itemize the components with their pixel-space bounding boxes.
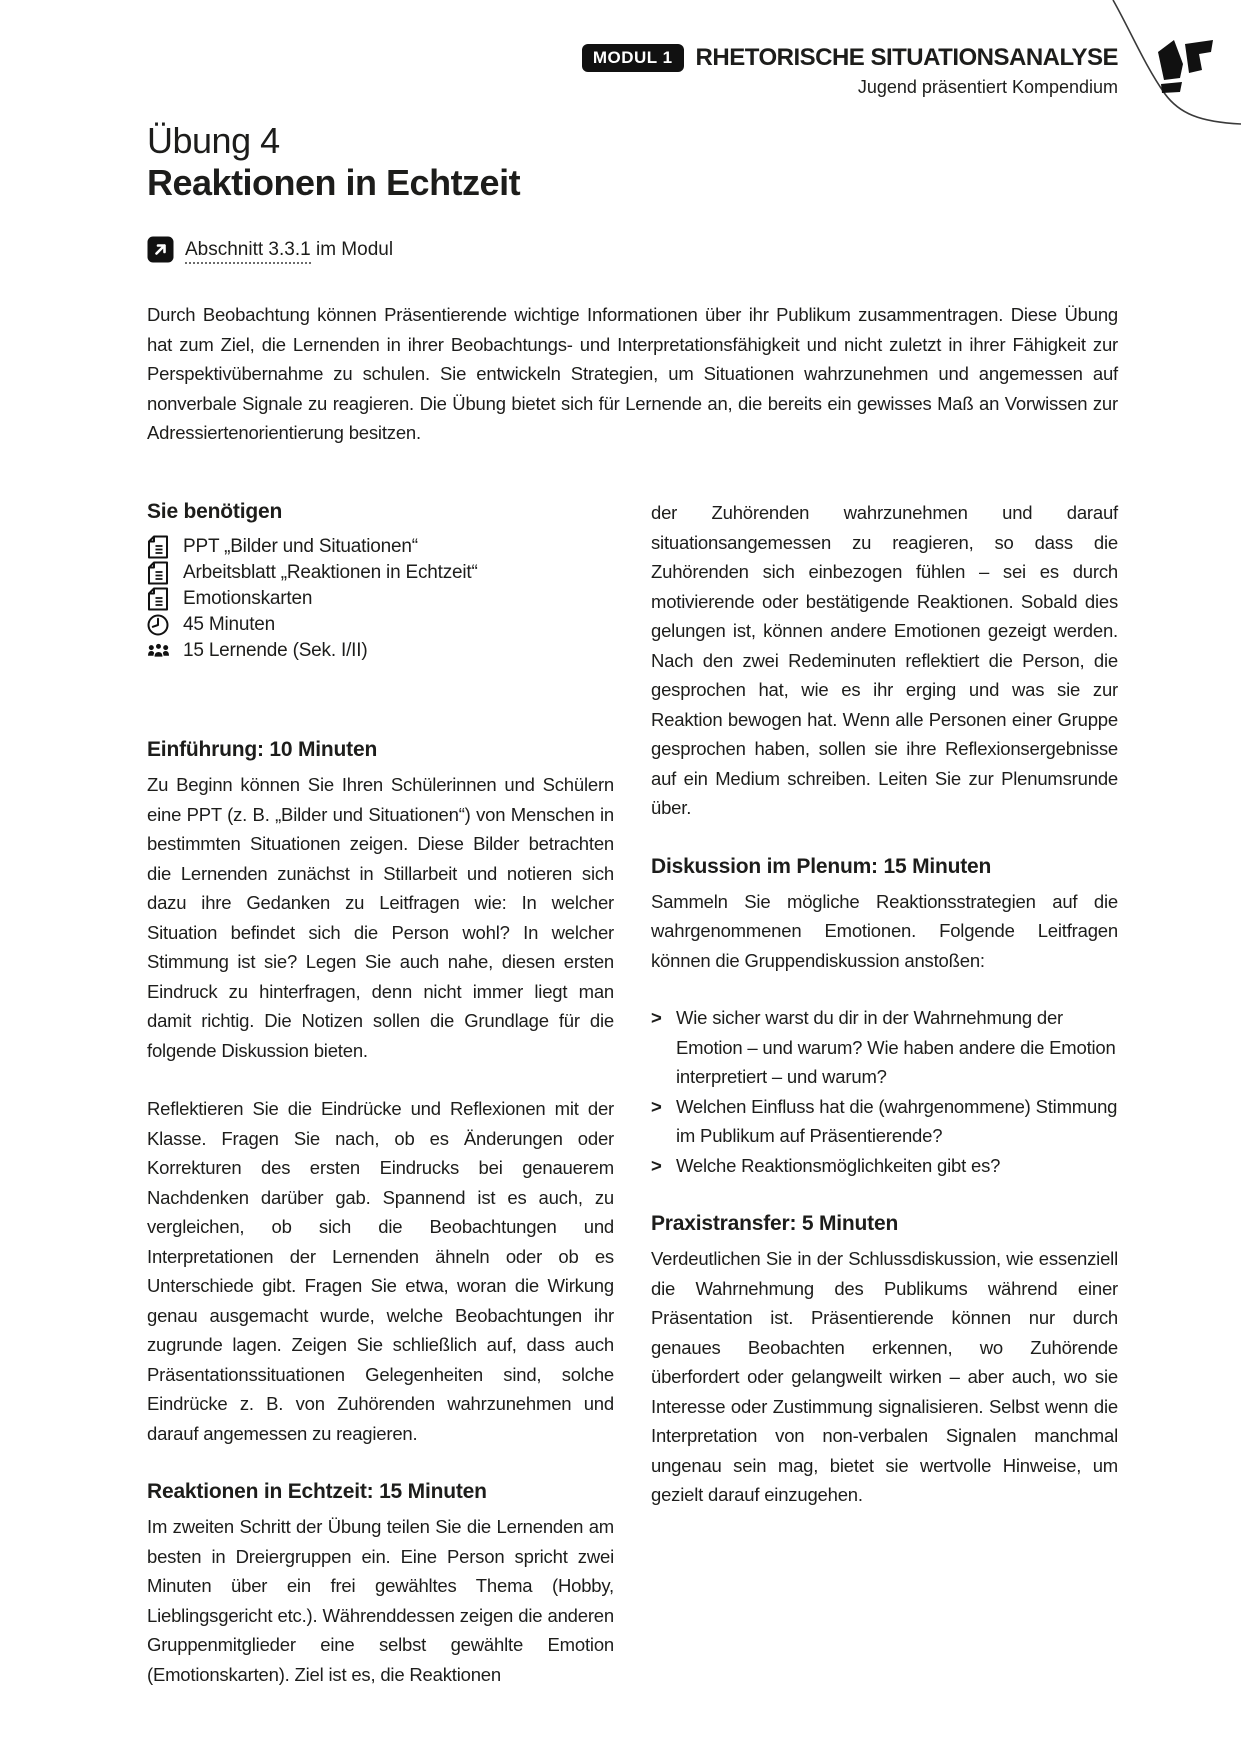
material-label: Emotionskarten [183,588,313,609]
list-item [651,1003,1118,1092]
material-label: PPT „Bilder und Situationen“ [183,536,418,557]
section-link-reference: Abschnitt 3.3.1 [185,239,311,264]
body-paragraph: Im zweiten Schritt der Übung teilen Sie die Lernenden am besten in Dreiergruppen ein. Eine Person spricht zwei Minuten über ein frei gewähltes Thema (Hobby, Lieblingsgericht etc.). Währenddessen zeigen die anderen Gruppenmitglieder eine selbst gewählte Emotion (Emotionskarten). Ziel ist es, die Reaktionen [147,1516,614,1685]
document-icon [147,587,170,611]
material-label: 45 Minuten [183,614,276,635]
list-item [651,1151,1118,1181]
list-item [651,1092,1118,1151]
chevron-bullet-icon: > [651,1095,662,1117]
section-link-text [185,239,393,261]
document-icon [147,561,170,585]
list-item [147,586,614,612]
section-link-suffix: im Modul [310,238,394,260]
body-paragraph: Sammeln Sie mögliche Reaktionsstrategien auf die wahrgenommenen Emotionen. Folgende Leitfragen können die Gruppendiskussion anstoßen: [651,890,1118,971]
section-heading-praxistransfer: Praxistransfer: 5 Minuten [651,1212,899,1235]
exercise-number: Übung 4 [147,120,280,161]
list-item [147,560,614,586]
external-link-icon [147,236,174,263]
bullet-text: Wie sicher warst du dir in der Wahrnehmung der Emotion – und warum? Wie haben andere die Emotion interpretiert – und warum? [676,1007,1116,1087]
materials-list [147,534,614,664]
section-heading-reaktionen: Reaktionen in Echtzeit: 15 Minuten [147,1480,487,1503]
body-paragraph: Verdeutlichen Sie in der Schlussdiskussion, wie essenziell die Wahrnehmung des Publikums während einer Präsentation ist. Präsentierende können nur durch genaues Beobachten erkennen, wo Zuhörende überfordert oder gelangweilt wirken – aber auch, wo sie Interesse oder Zustimmung signalisieren. Selbst wenn die Interpretation von non-verbalen Signalen manchmal ungenau sein mag, bietet sie wertvolle Hinweise, um gezielt darauf einzugehen. [651,1248,1118,1505]
compendium-subtitle: Jugend präsentiert Kompendium [857,77,1118,97]
jugend-praesentiert-logo-icon [1158,40,1213,93]
title-block [147,120,520,204]
content-columns [147,498,1118,1689]
chevron-bullet-icon: > [651,1007,662,1028]
list-item [147,638,614,664]
guiding-questions-list [651,1003,1118,1180]
body-paragraph: Reflektieren Sie die Eindrücke und Reflexionen mit der Klasse. Fragen Sie nach, ob es Änderungen oder Korrekturen des ersten Eindrucks bei genauerem Nachdenken darüber gab. Spannend ist es auch, zu vergleichen, ob sich die Beobachtungen und Interpretationen der Lernenden ähneln oder ob es Unterschiede gibt. Fragen Sie etwa, woran die Wirkung genau ausgemacht wurde, welche Beobachtungen ihr zugrunde lagen. Zeigen Sie schließlich auf, dass auch Präsentationssituationen Gelegenheiten sind, solche Eindrücke z. B. von Zuhörenden wahrzunehmen und darauf angemessen zu reagieren. [147,1098,614,1444]
material-label: 15 Lernende (Sek. I/II) [183,640,368,661]
material-label: Arbeitsblatt „Reaktionen in Echtzeit“ [183,562,478,583]
intro-paragraph: Durch Beobachtung können Präsentierende wichtige Informationen über ihr Publikum zusammentragen. Diese Übung hat zum Ziel, die Lernenden in ihrer Beobachtungs- und Interpretationsfähigkeit und nicht zuletzt in ihrer Fähigkeit zur Perspektivübernahme zu schulen. Sie entwickeln Strategien, um Situationen wahrzunehmen und angemessen auf nonverbale Signale zu reagieren. Die Übung bietet sich für Lernende an, die bereits ein gewisses Maß an Vorwissen zur Adressiertenorientierung besitzen. [147,304,1118,443]
module-title: RHETORISCHE SITUATIONSANALYSE [695,44,1118,71]
section-heading-einfuehrung: Einführung: 10 Minuten [147,738,378,761]
materials-heading: Sie benötigen [147,500,283,523]
right-column [651,498,1118,1689]
people-icon [147,639,170,663]
document-icon [147,535,170,559]
section-link[interactable] [147,236,393,263]
left-column [147,498,614,1689]
list-item [147,612,614,638]
body-paragraph-continuation: der Zuhörenden wahrzunehmen und darauf situationsangemessen zu reagieren, so dass die Zuhörenden sich einbezogen fühlen – sei es durch motivierende oder bestätigende Reaktionen. Sobald dies gelungen ist, können andere Emotionen gezeigt werden. Nach den zwei Redeminuten reflektiert die Person, die gesprochen hat, wie es ihr erging und was sie zur Reaktion bewogen hat. Wenn alle Personen einer Gruppe gesprochen haben, sollen sie ihre Reflexionsergebnisse auf ein Medium schreiben. Leiten Sie zur Plenumsrunde über. [651,502,1118,818]
module-badge: MODUL 1 [582,44,684,71]
clock-icon [147,613,170,637]
page-title: Reaktionen in Echtzeit [147,162,521,203]
list-item [147,534,614,560]
bullet-text: Welche Reaktionsmöglichkeiten gibt es? [676,1154,1001,1176]
section-heading-diskussion: Diskussion im Plenum: 15 Minuten [651,854,992,878]
bullet-text: Welchen Einfluss hat die (wahrgenommene) Stimmung im Publikum auf Präsentierende? [676,1095,1118,1146]
body-paragraph: Zu Beginn können Sie Ihren Schülerinnen und Schülern eine PPT (z. B. „Bilder und Situationen“) von Menschen in bestimmten Situationen zeigen. Diese Bilder betrachten die Lernenden zunächst in Stillarbeit und notieren sich dazu ihre Gedanken zu Leitfragen wie: In welcher Situation befindet sich die Person wohl? In welcher Stimmung ist sie? Legen Sie auch nahe, diesen ersten Eindruck zu hinterfragen, denn nicht immer liegt man damit richtig. Die Notizen sollen die Grundlage für die folgende Diskussion bieten. [147,774,614,1061]
page-header [582,44,1118,98]
chevron-bullet-icon: > [651,1154,662,1176]
